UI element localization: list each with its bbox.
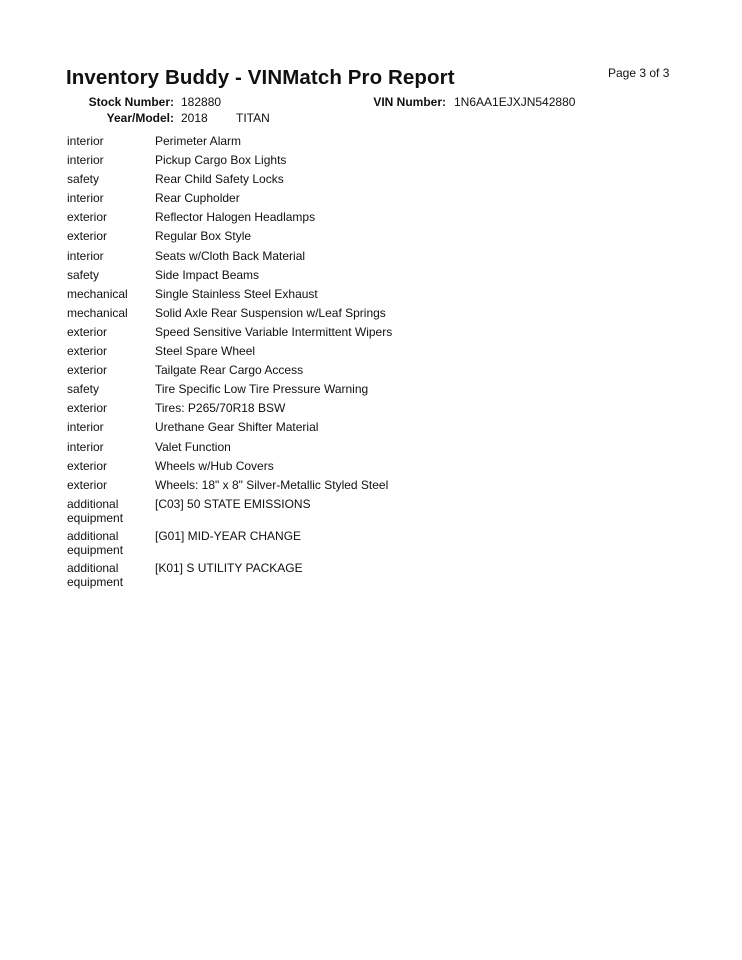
item-category: exterior xyxy=(67,210,108,225)
item-category: mechanical xyxy=(67,286,128,301)
vin-number-label: VIN Number: xyxy=(373,95,446,109)
list-item xyxy=(67,561,627,593)
list-item xyxy=(67,497,627,529)
item-category: interior xyxy=(67,248,104,263)
item-category: safety xyxy=(67,267,100,282)
list-item xyxy=(67,440,627,459)
item-category: exterior xyxy=(67,344,108,359)
item-description: Steel Spare Wheel xyxy=(155,344,256,359)
list-item xyxy=(67,363,627,382)
item-category: mechanical xyxy=(67,305,128,320)
list-item xyxy=(67,191,627,210)
year-model-label: Year/Model: xyxy=(106,111,174,125)
item-description: Single Stainless Steel Exhaust xyxy=(155,286,318,301)
list-item xyxy=(67,529,627,561)
item-description: [C03] 50 STATE EMISSIONS xyxy=(155,496,311,511)
item-description: Seats w/Cloth Back Material xyxy=(155,248,306,263)
list-item xyxy=(67,478,627,497)
item-description: Wheels: 18" x 8" Silver-Metallic Styled Steel xyxy=(155,477,389,492)
list-item xyxy=(67,401,627,420)
list-item xyxy=(67,268,627,287)
model-value: TITAN xyxy=(236,111,270,125)
list-item xyxy=(67,153,627,172)
item-category: exterior xyxy=(67,401,108,416)
item-description: Rear Cupholder xyxy=(155,191,240,206)
stock-number-label: Stock Number: xyxy=(88,95,174,109)
item-description: Pickup Cargo Box Lights xyxy=(155,153,287,168)
item-category: additional equipment xyxy=(67,528,124,557)
equipment-list xyxy=(67,134,627,593)
item-description: [G01] MID-YEAR CHANGE xyxy=(155,528,302,543)
item-description: Tailgate Rear Cargo Access xyxy=(155,363,304,378)
item-category: safety xyxy=(67,382,100,397)
list-item xyxy=(67,344,627,363)
item-description: Rear Child Safety Locks xyxy=(155,172,284,187)
item-category: exterior xyxy=(67,458,108,473)
item-category: interior xyxy=(67,134,104,148)
item-description: Side Impact Beams xyxy=(155,267,260,282)
list-item xyxy=(67,210,627,229)
item-category: exterior xyxy=(67,477,108,492)
item-description: Perimeter Alarm xyxy=(155,134,242,148)
report-title: Inventory Buddy - VINMatch Pro Report xyxy=(66,66,455,89)
list-item xyxy=(67,306,627,325)
item-description: Urethane Gear Shifter Material xyxy=(155,420,319,435)
item-category: interior xyxy=(67,420,104,435)
vin-number-value: 1N6AA1EJXJN542880 xyxy=(454,95,576,109)
item-description: [K01] S UTILITY PACKAGE xyxy=(155,560,303,575)
list-item xyxy=(67,382,627,401)
list-item xyxy=(67,459,627,478)
item-description: Tire Specific Low Tire Pressure Warning xyxy=(155,382,369,397)
list-item xyxy=(67,229,627,248)
item-description: Solid Axle Rear Suspension w/Leaf Springs xyxy=(155,305,386,320)
item-category: additional equipment xyxy=(67,496,124,525)
item-category: exterior xyxy=(67,229,108,244)
item-description: Regular Box Style xyxy=(155,229,252,244)
page-number: Page 3 of 3 xyxy=(608,66,670,80)
list-item xyxy=(67,249,627,268)
item-category: interior xyxy=(67,191,104,206)
item-description: Valet Function xyxy=(155,439,231,454)
item-category: exterior xyxy=(67,363,108,378)
list-item xyxy=(67,172,627,191)
stock-number-value: 182880 xyxy=(181,95,222,109)
item-category: exterior xyxy=(67,324,108,339)
item-description: Wheels w/Hub Covers xyxy=(155,458,274,473)
item-category: interior xyxy=(67,153,104,168)
item-description: Reflector Halogen Headlamps xyxy=(155,210,316,225)
list-item xyxy=(67,134,627,153)
item-category: interior xyxy=(67,439,104,454)
list-item xyxy=(67,325,627,344)
list-item xyxy=(67,287,627,306)
item-description: Speed Sensitive Variable Intermittent Wipers xyxy=(155,324,393,339)
item-description: Tires: P265/70R18 BSW xyxy=(155,401,286,416)
item-category: additional equipment xyxy=(67,560,124,589)
year-value: 2018 xyxy=(181,111,208,125)
item-category: safety xyxy=(67,172,100,187)
list-item xyxy=(67,420,627,439)
